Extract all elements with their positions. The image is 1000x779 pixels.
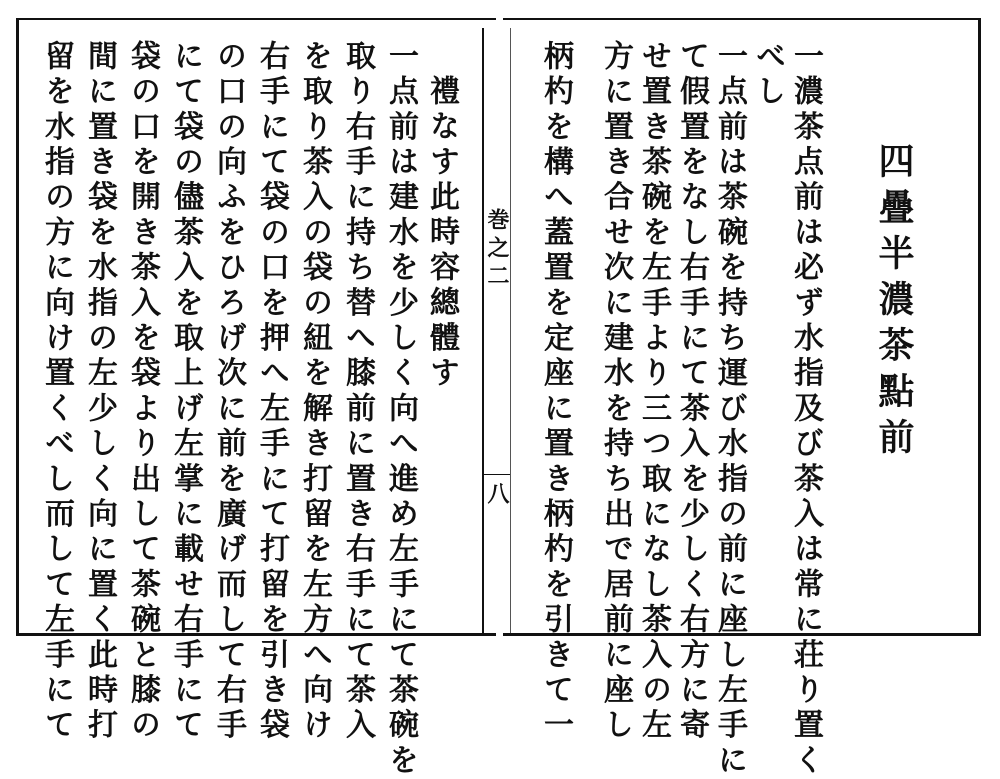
right-col-1: 一濃茶点前は必ず水指及び茶入は常に荘り置く [788, 40, 823, 779]
section-title: 四疊半濃茶點前 [873, 142, 915, 464]
left-col-4: を取り茶入の袋の紐を解き打留を左方へ向け [297, 40, 332, 745]
left-col-9: 間に置き袋を水指の左少しく向に置く此時打 [82, 40, 117, 744]
right-col-3: 一点前は茶碗を持ち運び水指の前に座し左手に [712, 40, 747, 779]
right-col-5: せ置き茶碗を左手より三つ取になし茶入の左 [636, 40, 671, 744]
gutter-rule-left [482, 28, 484, 633]
right-col-7: 柄杓を構へ蓋置を定座に置き柄杓を引きて一 [538, 40, 573, 745]
left-col-8: 袋の口を開き茶入を袋より出して茶碗と膝の [125, 40, 160, 745]
left-col-6: の口の向ふをひろげ次に前を廣げ而して右手 [211, 40, 246, 745]
left-col-2: 一点前は建水を少しく向へ進め左手にて茶碗を [383, 40, 418, 779]
right-col-4: て假置をなし右手にて茶入を少しく右方に寄 [674, 40, 709, 744]
right-col-2: べし [750, 40, 785, 111]
left-col-5: 右手にて袋の口を押へ左手にて打留を引き袋 [254, 40, 289, 744]
left-col-10: 留を水指の方に向け置くべし而して左手にて [39, 40, 74, 744]
left-col-3: 取り右手に持ち替へ膝前に置き右手にて茶入 [340, 40, 375, 744]
left-col-1: 禮なす此時容總體す [424, 75, 459, 392]
page-number: 八 [484, 482, 510, 510]
folio-rule [483, 474, 510, 475]
volume-label: 巻之二 [484, 208, 510, 292]
gutter-rule-right [510, 28, 511, 633]
left-col-7: にて袋の儘茶入を取上げ左掌に載せ右手にて [168, 40, 203, 744]
right-col-6: 方に置き合せ次に建水を持ち出で居前に座し [598, 40, 633, 745]
